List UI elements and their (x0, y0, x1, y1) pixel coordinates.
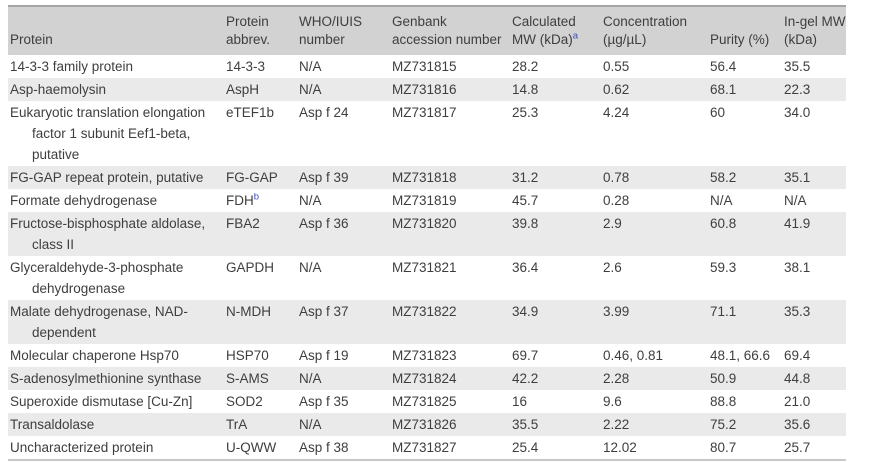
cell-text: GAPDH (226, 260, 275, 275)
cell-abbrev (226, 101, 299, 166)
cell-purity (710, 390, 784, 413)
cell-abbrev (226, 300, 299, 344)
table-row (8, 189, 846, 212)
cell-protein (8, 189, 226, 212)
cell-text: 75.2 (710, 417, 737, 432)
cell-text: 39.8 (512, 216, 539, 231)
cell-abbrev (226, 166, 299, 189)
cell-genbank (392, 367, 512, 390)
cell-purity (710, 101, 784, 166)
cell-text: 69.4 (784, 348, 811, 363)
cell-conc (603, 413, 710, 436)
cell-protein (8, 256, 226, 300)
cell-purity (710, 55, 784, 78)
cell-text: Asp f 37 (299, 304, 349, 319)
cell-protein (8, 212, 226, 256)
cell-genbank (392, 78, 512, 101)
footnote-marker-a: a (572, 30, 579, 42)
table-row (8, 367, 846, 390)
cell-text: TrA (226, 417, 248, 432)
cell-text: 35.3 (784, 304, 811, 319)
cell-text: 35.5 (784, 59, 811, 74)
cell-conc (603, 101, 710, 166)
cell-calc_mw (512, 256, 603, 300)
cell-purity (710, 367, 784, 390)
cell-conc (603, 78, 710, 101)
cell-text: 80.7 (710, 440, 737, 455)
cell-text: MZ731824 (392, 371, 457, 386)
cell-calc_mw (512, 212, 603, 256)
table-body (8, 55, 846, 460)
cell-text: 36.4 (512, 260, 539, 275)
cell-text: 3.99 (603, 304, 630, 319)
cell-who (299, 390, 392, 413)
cell-protein (8, 344, 226, 367)
table-row (8, 413, 846, 436)
table-row (8, 390, 846, 413)
cell-text: 0.78 (603, 170, 630, 185)
cell-calc_mw (512, 390, 603, 413)
cell-purity (710, 78, 784, 101)
cell-text: 2.22 (603, 417, 630, 432)
cell-conc (603, 166, 710, 189)
cell-text: Asp f 38 (299, 440, 349, 455)
table-row (8, 55, 846, 78)
cell-text: MZ731827 (392, 440, 457, 455)
cell-conc (603, 189, 710, 212)
cell-calc_mw (512, 344, 603, 367)
cell-text: eTEF1b (226, 105, 275, 120)
cell-text: 25.4 (512, 440, 539, 455)
cell-text: N/A (299, 260, 322, 275)
cell-abbrev (226, 256, 299, 300)
cell-who (299, 78, 392, 101)
cell-text: SOD2 (226, 394, 263, 409)
cell-who (299, 300, 392, 344)
cell-text: 88.8 (710, 394, 737, 409)
cell-conc (603, 344, 710, 367)
table-row (8, 166, 846, 189)
cell-protein (8, 436, 226, 460)
cell-text: Asp f 24 (299, 105, 349, 120)
table-row (8, 256, 846, 300)
cell-ingel (784, 436, 846, 460)
cell-who (299, 101, 392, 166)
cell-calc_mw (512, 300, 603, 344)
cell-text: 59.3 (710, 260, 737, 275)
cell-ingel (784, 166, 846, 189)
cell-genbank (392, 413, 512, 436)
cell-text: Formate dehydrogenase (10, 193, 158, 208)
cell-protein (8, 101, 226, 166)
cell-conc (603, 256, 710, 300)
cell-text: 60.8 (710, 216, 737, 231)
cell-text: 2.28 (603, 371, 630, 386)
cell-text: HSP70 (226, 348, 269, 363)
cell-text: 2.6 (603, 260, 622, 275)
footnote-marker-b: b (253, 191, 260, 203)
cell-protein (8, 78, 226, 101)
cell-text: N/A (710, 193, 733, 208)
cell-text: 41.9 (784, 216, 811, 231)
cell-purity (710, 256, 784, 300)
cell-ingel (784, 390, 846, 413)
cell-text: S-adenosylmethionine synthase (10, 371, 202, 386)
cell-genbank (392, 189, 512, 212)
cell-protein (8, 166, 226, 189)
cell-text: 0.62 (603, 82, 630, 97)
cell-protein (8, 390, 226, 413)
cell-who (299, 344, 392, 367)
cell-text: MZ731822 (392, 304, 457, 319)
cell-protein (8, 55, 226, 78)
cell-text: Malate dehydrogenase, NAD-dependent (10, 304, 188, 340)
cell-text: 58.2 (710, 170, 737, 185)
cell-ingel (784, 55, 846, 78)
header-row (8, 6, 846, 55)
cell-abbrev (226, 344, 299, 367)
cell-text: Fructose-bisphosphate aldolase, class II (10, 216, 206, 252)
cell-calc_mw (512, 189, 603, 212)
cell-text: AspH (226, 82, 260, 97)
cell-purity (710, 166, 784, 189)
cell-text: 34.0 (784, 105, 811, 120)
cell-text: Asp f 36 (299, 216, 349, 231)
cell-text: 0.28 (603, 193, 630, 208)
protein-table (8, 5, 846, 461)
cell-who (299, 413, 392, 436)
cell-text: U-QWW (226, 440, 277, 455)
cell-text: 68.1 (710, 82, 737, 97)
cell-text: MZ731817 (392, 105, 457, 120)
cell-text: Asp f 39 (299, 170, 349, 185)
cell-text: 45.7 (512, 193, 539, 208)
column-header-abbrev: Protein abbrev. (226, 6, 299, 55)
cell-abbrev (226, 212, 299, 256)
cell-text: FDH (226, 193, 254, 208)
cell-text: Glyceraldehyde-3-phosphate dehydrogenase (10, 260, 184, 296)
cell-conc (603, 436, 710, 460)
cell-protein (8, 300, 226, 344)
cell-conc (603, 300, 710, 344)
cell-genbank (392, 101, 512, 166)
cell-text: 4.24 (603, 105, 630, 120)
cell-text: MZ731818 (392, 170, 457, 185)
cell-who (299, 189, 392, 212)
cell-text: 34.9 (512, 304, 539, 319)
cell-text: FBA2 (226, 216, 260, 231)
cell-who (299, 212, 392, 256)
cell-protein (8, 367, 226, 390)
cell-text: 0.55 (603, 59, 630, 74)
cell-who (299, 256, 392, 300)
table-row (8, 78, 846, 101)
cell-text: 38.1 (784, 260, 811, 275)
cell-text: 14.8 (512, 82, 539, 97)
cell-text: 35.6 (784, 417, 811, 432)
cell-text: 21.0 (784, 394, 811, 409)
cell-genbank (392, 256, 512, 300)
cell-text: MZ731821 (392, 260, 457, 275)
cell-text: MZ731826 (392, 417, 457, 432)
cell-text: N/A (299, 82, 322, 97)
table-row (8, 344, 846, 367)
cell-abbrev (226, 436, 299, 460)
cell-who (299, 367, 392, 390)
cell-text: 35.5 (512, 417, 539, 432)
cell-genbank (392, 300, 512, 344)
cell-text: MZ731820 (392, 216, 457, 231)
cell-text: MZ731816 (392, 82, 457, 97)
cell-calc_mw (512, 78, 603, 101)
cell-text: 60 (710, 105, 726, 120)
cell-abbrev (226, 189, 299, 212)
cell-calc_mw (512, 101, 603, 166)
cell-text: Uncharacterized protein (10, 440, 154, 455)
cell-abbrev (226, 78, 299, 101)
cell-text: 0.46, 0.81 (603, 348, 664, 363)
cell-ingel (784, 344, 846, 367)
cell-purity (710, 436, 784, 460)
cell-abbrev (226, 390, 299, 413)
cell-text: 42.2 (512, 371, 539, 386)
cell-text: 14-3-3 (226, 59, 266, 74)
cell-text: 2.9 (603, 216, 622, 231)
column-header-protein: Protein (8, 6, 226, 55)
cell-calc_mw (512, 436, 603, 460)
column-header-genbank: Genbank accession number (392, 6, 512, 55)
cell-text: 71.1 (710, 304, 737, 319)
cell-ingel (784, 256, 846, 300)
cell-text: 69.7 (512, 348, 539, 363)
cell-ingel (784, 189, 846, 212)
cell-text: 44.8 (784, 371, 811, 386)
cell-genbank (392, 390, 512, 413)
cell-text: 25.7 (784, 440, 811, 455)
cell-purity (710, 300, 784, 344)
cell-purity (710, 344, 784, 367)
cell-text: Asp-haemolysin (10, 82, 107, 97)
cell-ingel (784, 367, 846, 390)
cell-conc (603, 212, 710, 256)
cell-calc_mw (512, 166, 603, 189)
cell-who (299, 436, 392, 460)
cell-text: N-MDH (226, 304, 271, 319)
cell-text: Asp f 35 (299, 394, 349, 409)
cell-abbrev (226, 413, 299, 436)
cell-text: 9.6 (603, 394, 622, 409)
cell-abbrev (226, 367, 299, 390)
cell-text: Molecular chaperone Hsp70 (10, 348, 179, 363)
cell-calc_mw (512, 367, 603, 390)
cell-conc (603, 55, 710, 78)
cell-text: 35.1 (784, 170, 811, 185)
column-header-who: WHO/IUIS number (299, 6, 392, 55)
cell-text: 28.2 (512, 59, 539, 74)
cell-genbank (392, 436, 512, 460)
cell-ingel (784, 212, 846, 256)
cell-ingel (784, 78, 846, 101)
cell-ingel (784, 300, 846, 344)
cell-calc_mw (512, 55, 603, 78)
cell-text: N/A (299, 59, 322, 74)
cell-who (299, 166, 392, 189)
cell-text: Superoxide dismutase [Cu-Zn] (10, 394, 193, 409)
cell-text: MZ731819 (392, 193, 457, 208)
cell-text: Transaldolase (10, 417, 95, 432)
cell-text: N/A (299, 417, 322, 432)
table-row (8, 212, 846, 256)
cell-text: N/A (784, 193, 807, 208)
cell-genbank (392, 344, 512, 367)
cell-genbank (392, 55, 512, 78)
cell-text: FG-GAP repeat protein, putative (10, 170, 204, 185)
cell-text: 16 (512, 394, 528, 409)
cell-text: S-AMS (226, 371, 269, 386)
cell-text: 12.02 (603, 440, 637, 455)
cell-purity (710, 413, 784, 436)
column-header-purity: Purity (%) (710, 6, 784, 55)
cell-conc (603, 367, 710, 390)
table-row (8, 436, 846, 460)
column-header-conc: Concentration (µg/µL) (603, 6, 710, 55)
cell-calc_mw (512, 413, 603, 436)
cell-text: 50.9 (710, 371, 737, 386)
cell-text: Asp f 19 (299, 348, 349, 363)
cell-conc (603, 390, 710, 413)
cell-ingel (784, 101, 846, 166)
cell-text: FG-GAP (226, 170, 278, 185)
cell-text: 31.2 (512, 170, 539, 185)
cell-text: 14-3-3 family protein (10, 59, 134, 74)
cell-text: 48.1, 66.6 (710, 348, 771, 363)
cell-text: MZ731823 (392, 348, 457, 363)
cell-text: N/A (299, 193, 322, 208)
cell-protein (8, 413, 226, 436)
cell-text: 25.3 (512, 105, 539, 120)
table-header (8, 6, 846, 55)
cell-genbank (392, 212, 512, 256)
cell-ingel (784, 413, 846, 436)
cell-text: N/A (299, 371, 322, 386)
cell-genbank (392, 166, 512, 189)
column-header-ingel: In-gel MW (kDa) (784, 6, 846, 55)
cell-text: MZ731815 (392, 59, 457, 74)
cell-text: 56.4 (710, 59, 737, 74)
column-header-calc_mw: Calculated MW (kDa)$^a$ (512, 6, 603, 55)
table-row (8, 101, 846, 166)
cell-abbrev (226, 55, 299, 78)
cell-who (299, 55, 392, 78)
cell-text: 22.3 (784, 82, 811, 97)
table-row (8, 300, 846, 344)
cell-text: MZ731825 (392, 394, 457, 409)
cell-purity (710, 212, 784, 256)
cell-text: Eukaryotic translation elongation factor 1 subunit Eef1-beta, putative (10, 105, 206, 162)
cell-purity (710, 189, 784, 212)
